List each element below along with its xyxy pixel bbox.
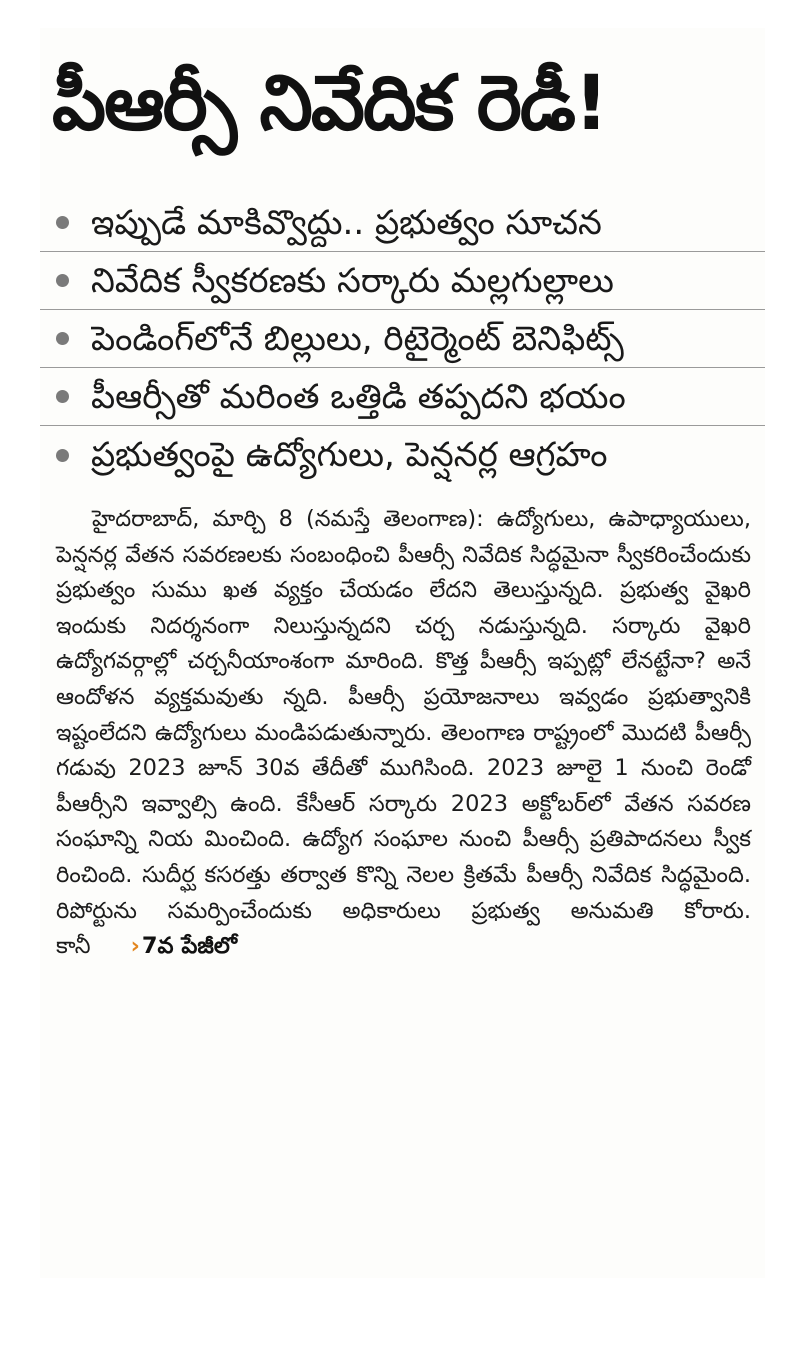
article-body — [56, 502, 751, 965]
bullet-icon — [56, 449, 69, 462]
continued-on-page — [131, 933, 237, 959]
subheadline-item — [40, 368, 765, 426]
subheadline-text: ప్రభుత్వంపై ఉద్యోగులు, పెన్షనర్ల ఆగ్రహం — [91, 435, 608, 475]
continued-label: 7వ పేజీలో — [141, 933, 237, 960]
newspaper-clipping — [40, 28, 765, 1278]
subheadline-item — [40, 252, 765, 310]
subheadline-text: నివేదిక స్వీకరణకు సర్కారు మల్లగుల్లాలు — [91, 260, 614, 301]
subheadline-text: ఇప్పుడే మాకివ్వొద్దు.. ప్రభుత్వం సూచన — [91, 202, 602, 243]
subheadline-text: పీఆర్సీతో మరింత ఒత్తిడి తప్పదని భయం — [91, 376, 626, 417]
bullet-icon — [56, 332, 69, 345]
subheadline-item — [40, 310, 765, 368]
subheadline-list — [40, 194, 765, 484]
subheadline-item — [40, 194, 765, 252]
headline: పీఆర్సీ నివేదిక రెడీ! — [52, 58, 607, 147]
subheadline-text: పెండింగ్‌లోనే బిల్లులు, రిటైర్మెంట్ బెనిఫిట్స్ — [91, 318, 624, 359]
chevron-right-icon: › — [130, 933, 140, 960]
bullet-icon — [56, 274, 69, 287]
bullet-icon — [56, 390, 69, 403]
bullet-icon — [56, 216, 69, 229]
subheadline-item — [40, 426, 765, 484]
article-body-text: హైదరాబాద్, మార్చి 8 (నమస్తే తెలంగాణ): ఉద్యోగులు, ఉపాధ్యాయులు, పెన్షనర్ల వేతన సవరణలకు సంబంధించి పీఆర్సీ నివేదిక సిద్ధమైనా స్వీకరించేందుకు ప్రభుత్వం సుము ఖత వ్యక్తం చేయడం లేదని తెలుస్తున్నది. ప్రభుత్వ వైఖరి ఇందుకు నిదర్శనంగా నిలుస్తున్నదని చర్చ నడుస్తున్నది. సర్కారు వైఖరి ఉద్యోగవర్గాల్లో చర్చనీయాంశంగా మారింది. కొత్త పీఆర్సీ ఇప్పట్లో లేనట్టేనా? అనే ఆందోళన వ్యక్తమవుతు న్నది. పీఆర్సీ ప్రయోజనాలు ఇవ్వడం ప్రభుత్వానికి ఇష్టంలేదని ఉద్యోగులు మండిపడుతున్నారు. తెలంగాణ రాష్ట్రంలో మొదటి పీఆర్సీ గడువు 2023 జూన్ 30వ తేదీతో ముగిసింది. 2023 జూలై 1 నుంచి రెండో పీఆర్సీని ఇవ్వాల్సి ఉంది. కేసీఆర్ సర్కారు 2023 అక్టోబర్‌లో వేతన సవరణ సంఘాన్ని నియ మించింది. ఉద్యోగ సంఘాల నుంచి పీఆర్సీ ప్రతిపాదనలు స్వీక రించింది. సుదీర్ఘ కసరత్తు తర్వాత కొన్ని నెలల క్రితమే పీఆర్సీ నివేదిక సిద్ధమైంది. రిపోర్టును సమర్పించేందుకు అధికారులు ప్రభుత్వ అనుమతి కోరారు. కానీ — [56, 506, 751, 960]
